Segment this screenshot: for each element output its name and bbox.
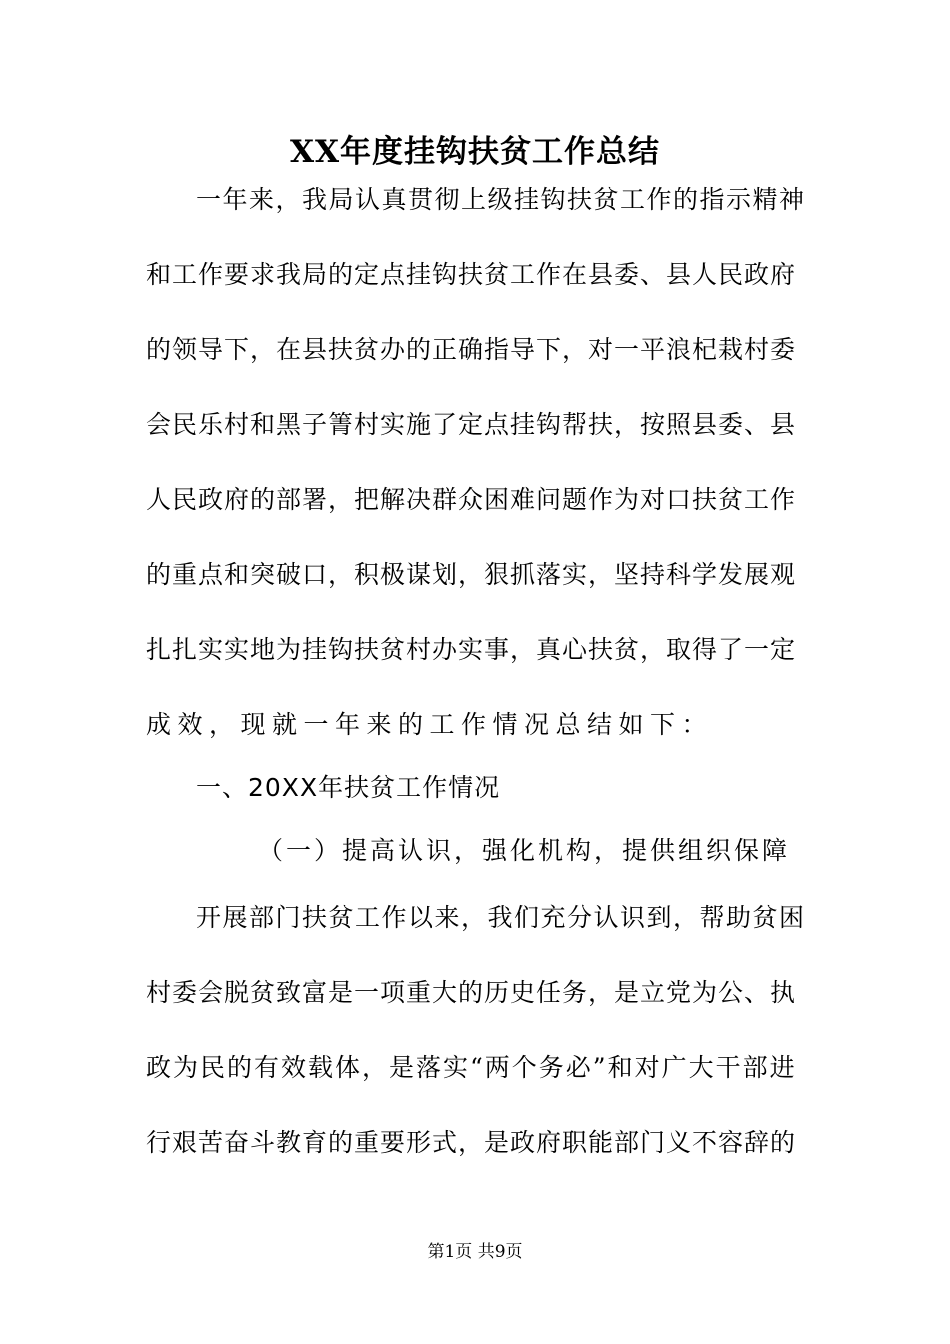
subsection-heading: （一）提高认识，强化机构，提供组织保障 [258, 836, 791, 865]
paragraph-line: 和工作要求我局的定点挂钩扶贫工作在县委、县人民政府 [146, 260, 797, 289]
document-title: XX年度挂钩扶贫工作总结 [289, 134, 661, 170]
paragraph-line: 人民政府的部署，把解决群众困难问题作为对口扶贫工作 [146, 485, 797, 514]
paragraph-line: 会民乐村和黑子箐村实施了定点挂钩帮扶，按照县委、县 [146, 410, 797, 439]
paragraph-line: 成效，现就一年来的工作情况总结如下： [146, 710, 714, 739]
page-number-footer: 第1页 共9页 [427, 1242, 523, 1262]
paragraph-line: 村委会脱贫致富是一项重大的历史任务，是立党为公、执 [146, 978, 797, 1007]
paragraph-line: 的重点和突破口，积极谋划，狠抓落实，坚持科学发展观 [146, 560, 797, 589]
paragraph-line: 政为民的有效载体，是落实“两个务必”和对广大干部进 [146, 1053, 797, 1082]
section-heading: 一、20XX年扶贫工作情况 [196, 773, 501, 802]
paragraph-line: 行艰苦奋斗教育的重要形式，是政府职能部门义不容辞的 [146, 1128, 797, 1157]
paragraph-line: 一年来，我局认真贯彻上级挂钩扶贫工作的指示精神 [196, 185, 806, 214]
paragraph-line: 扎扎实实地为挂钩扶贫村办实事，真心扶贫，取得了一定 [146, 635, 797, 664]
paragraph-line: 开展部门扶贫工作以来，我们充分认识到，帮助贫困 [196, 903, 806, 932]
paragraph-line: 的领导下，在县扶贫办的正确指导下，对一平浪杞栽村委 [146, 335, 797, 364]
